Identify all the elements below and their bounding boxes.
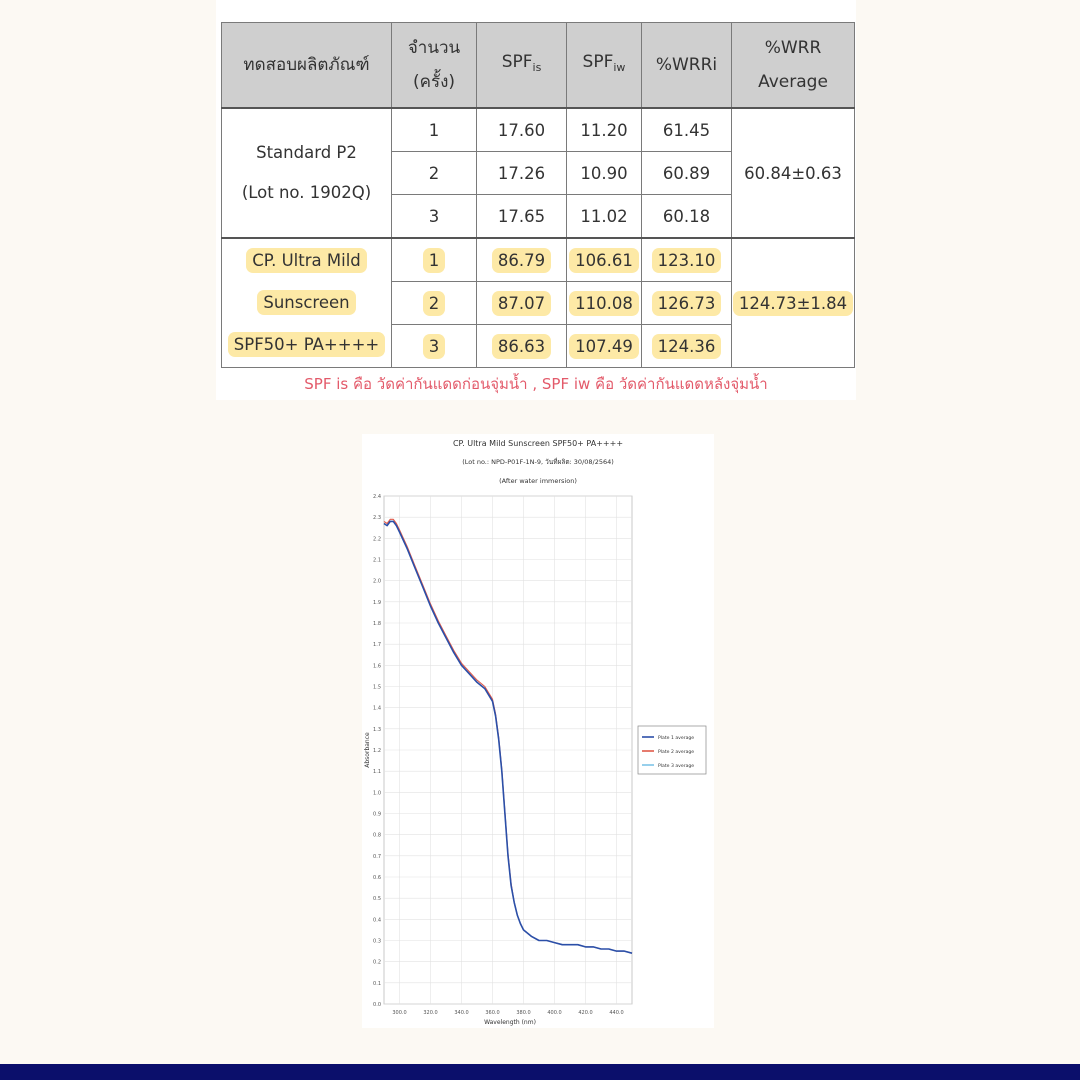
wrr-average-cell: 124.73±1.84 — [732, 238, 855, 368]
count-cell: 2 — [392, 282, 477, 325]
footnote: SPF is คือ วัดค่ากันแดดก่อนจุ่มน้ำ , SPF iw คือ วัดค่ากันแดดหลังจุ่มน้ำ — [304, 375, 768, 393]
results-table-panel — [216, 0, 856, 400]
y-axis-label: Absorbance — [364, 732, 371, 768]
x-tick-label: 300.0 — [392, 1010, 407, 1016]
count-cell: 3 — [392, 325, 477, 368]
series-line — [384, 521, 632, 953]
wrri-cell: 60.89 — [642, 152, 732, 195]
wrri-cell: 126.73 — [642, 282, 732, 325]
y-tick-label: 1.9 — [373, 599, 381, 606]
y-tick-label: 0.8 — [373, 832, 381, 839]
y-tick-label: 0.1 — [373, 980, 381, 987]
y-tick-label: 2.3 — [373, 515, 381, 522]
spf-is-cell: 17.65 — [477, 195, 567, 239]
y-tick-label: 0.3 — [373, 938, 381, 945]
spf-iw-cell: 107.49 — [567, 325, 642, 368]
y-tick-label: 0.2 — [373, 959, 381, 966]
wrri-cell: 60.18 — [642, 195, 732, 239]
spf-iw-cell: 11.02 — [567, 195, 642, 239]
y-tick-label: 0.7 — [373, 853, 381, 860]
count-cell: 1 — [392, 108, 477, 152]
spf-iw-cell: 10.90 — [567, 152, 642, 195]
y-tick-label: 2.2 — [373, 536, 381, 543]
wrri-cell: 123.10 — [642, 238, 732, 282]
wrr-average-cell: 60.84±0.63 — [732, 108, 855, 238]
y-tick-label: 1.0 — [373, 790, 381, 797]
spf-is-cell: 86.79 — [477, 238, 567, 282]
x-tick-label: 360.0 — [485, 1010, 500, 1016]
chart-title: CP. Ultra Mild Sunscreen SPF50+ PA++++ — [452, 439, 624, 448]
spf-is-cell: 87.07 — [477, 282, 567, 325]
table-row — [222, 238, 855, 282]
x-tick-label: 400.0 — [547, 1010, 562, 1016]
count-cell: 2 — [392, 152, 477, 195]
y-tick-label: 1.5 — [373, 684, 381, 691]
x-axis-label: Wavelength (nm) — [484, 1019, 536, 1026]
spf-is-cell: 17.26 — [477, 152, 567, 195]
y-tick-label: 0.6 — [373, 875, 381, 881]
bottom-bar — [0, 1064, 1080, 1080]
spf-is-cell: 86.63 — [477, 325, 567, 368]
legend-label: Plate 1 average — [658, 736, 695, 741]
x-tick-label: 420.0 — [578, 1010, 593, 1016]
y-tick-label: 1.7 — [373, 642, 381, 649]
y-tick-label: 1.8 — [373, 621, 381, 627]
y-tick-label: 1.1 — [373, 769, 381, 776]
absorbance-chart — [362, 434, 714, 1028]
y-tick-label: 1.4 — [373, 705, 381, 712]
x-tick-label: 340.0 — [454, 1010, 469, 1016]
count-cell: 3 — [392, 195, 477, 239]
x-tick-label: 380.0 — [516, 1010, 531, 1016]
legend-label: Plate 2 average — [658, 750, 695, 755]
spf-iw-cell: 110.08 — [567, 282, 642, 325]
spf-is-cell: 17.60 — [477, 108, 567, 152]
header-spf-is: $SPF_{is}$ — [477, 23, 567, 109]
header-wrri: %WRRi — [642, 23, 732, 109]
chart-panel — [362, 434, 714, 1028]
x-tick-label: 320.0 — [423, 1010, 438, 1016]
spf-iw-cell: 11.20 — [567, 108, 642, 152]
header-product: ทดสอบผลิตภัณฑ์ — [222, 23, 392, 109]
y-tick-label: 2.1 — [373, 557, 381, 564]
y-tick-label: 0.4 — [373, 917, 381, 924]
y-tick-label: 2.0 — [373, 578, 381, 585]
header-wrr-average: %WRR Average — [732, 23, 855, 109]
product-name-cell: CP. Ultra Mild Sunscreen SPF50+ PA++++ — [222, 238, 392, 368]
header-spf-iw: $SPF_{iw}$ — [567, 23, 642, 109]
results-table — [221, 22, 855, 368]
y-tick-label: 2.4 — [373, 494, 381, 500]
header-count: จำนวน (ครั้ง) — [392, 23, 477, 109]
y-tick-label: 0.5 — [373, 896, 381, 903]
legend-label: Plate 3 average — [658, 764, 695, 769]
product-name-cell: Standard P2 (Lot no. 1902Q) — [222, 108, 392, 238]
wrri-cell: 124.36 — [642, 325, 732, 368]
series-line — [384, 521, 632, 953]
table-header-row — [222, 23, 855, 109]
chart-subtitle: (Lot no.: NPD-P01F-1N-9, วันที่ผลิต: 30/08/2564) — [462, 458, 614, 466]
spf-iw-cell: 106.61 — [567, 238, 642, 282]
count-cell: 1 — [392, 238, 477, 282]
y-tick-label: 0.0 — [373, 1002, 381, 1008]
wrri-cell: 61.45 — [642, 108, 732, 152]
y-tick-label: 0.9 — [373, 811, 381, 818]
y-tick-label: 1.3 — [373, 726, 381, 733]
x-tick-label: 440.0 — [609, 1010, 624, 1016]
y-tick-label: 1.2 — [373, 748, 381, 754]
table-row — [222, 108, 855, 152]
chart-subtitle-2: (After water immersion) — [499, 477, 577, 485]
y-tick-label: 1.6 — [373, 663, 381, 670]
